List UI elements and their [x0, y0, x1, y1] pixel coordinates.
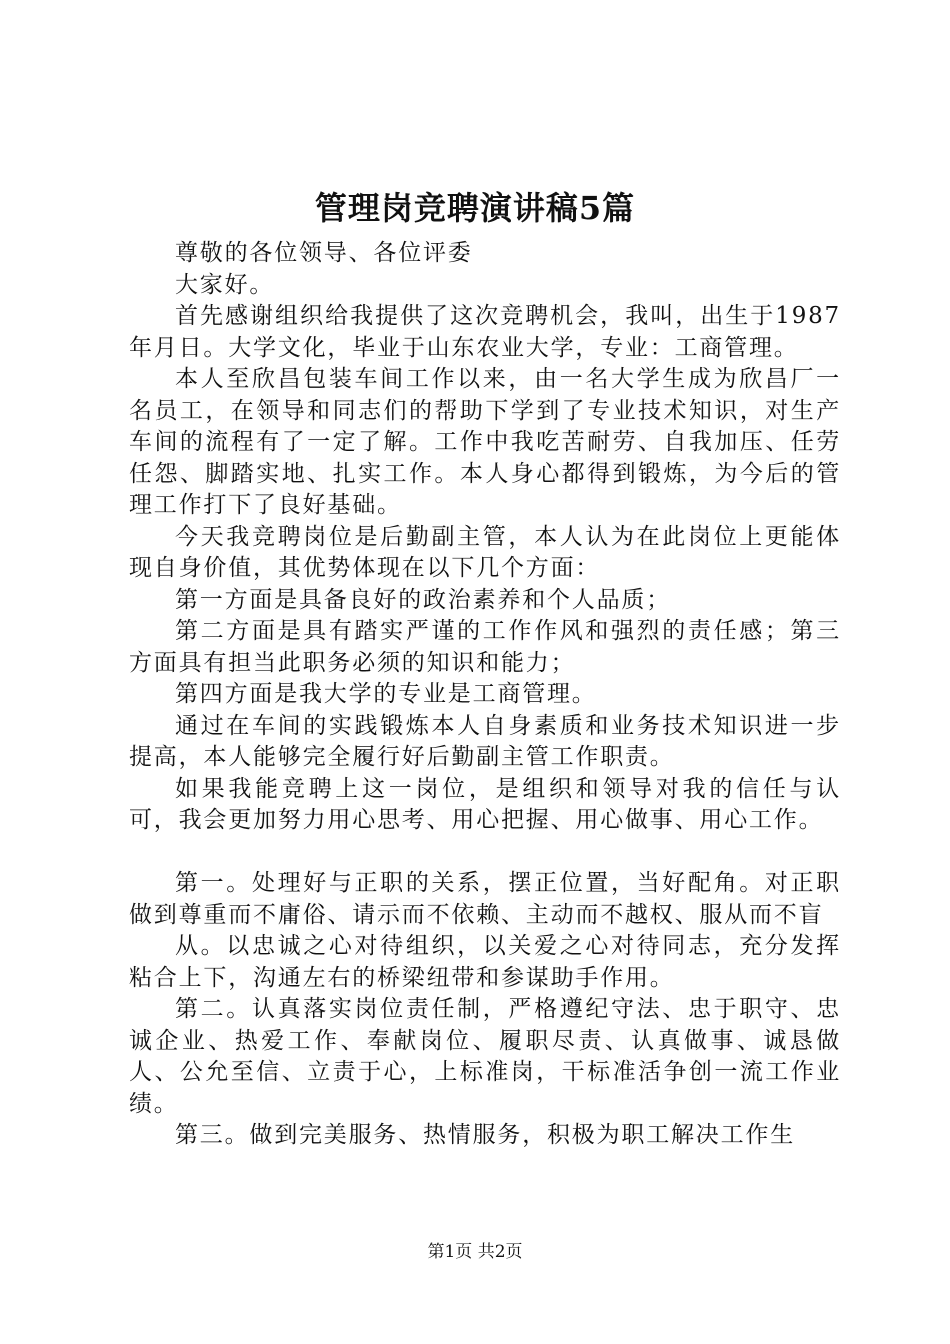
- paragraph: 本人至欣昌包装车间工作以来，由一名大学生成为欣昌厂一名员工，在领导和同志们的帮助下学到了专业技术知识，对生产车间的流程有了一定了解。工作中我吃苦耐劳、自我加压、任劳任怨、脚踏实地、扎实工作。本人身心都得到锻炼，为今后的管理工作打下了良好基础。: [129, 366, 841, 518]
- paragraph: 从。以忠诚之心对待组织，以关爱之心对待同志，充分发挥粘合上下，沟通左右的桥梁纽带和参谋助手作用。: [129, 933, 841, 991]
- document-body: [129, 238, 841, 1152]
- paragraph: 第一。处理好与正职的关系，摆正位置，当好配角。对正职做到尊重而不庸俗、请示而不依赖、主动而不越权、服从而不盲: [129, 870, 841, 928]
- paragraph: 第四方面是我大学的专业是工商管理。: [175, 681, 597, 707]
- blank-line: [129, 837, 841, 869]
- paragraph: 通过在车间的实践锻炼本人自身素质和业务技术知识进一步提高，本人能够完全履行好后勤副主管工作职责。: [129, 712, 841, 770]
- paragraph: 尊敬的各位领导、各位评委: [175, 240, 473, 266]
- page-number-footer: 第1页 共2页: [427, 1242, 523, 1262]
- paragraph: 今天我竞聘岗位是后勤副主管，本人认为在此岗位上更能体现自身价值，其优势体现在以下几个方面：: [129, 523, 841, 581]
- paragraph: 首先感谢组织给我提供了这次竞聘机会，我叫，出生于1987年月日。大学文化，毕业于山东农业大学，专业：工商管理。: [129, 303, 841, 361]
- paragraph: 第二。认真落实岗位责任制，严格遵纪守法、忠于职守、忠诚企业、热爱工作、奉献岗位、履职尽责、认真做事、诚恳做人、公允至信、立责于心，上标准岗，干标准活争创一流工作业绩。: [129, 996, 841, 1117]
- paragraph: 第一方面是具备良好的政治素养和个人品质；: [175, 586, 671, 613]
- paragraph: 第二方面是具有踏实严谨的工作作风和强烈的责任感；第三方面具有担当此职务必须的知识和能力；: [129, 618, 841, 676]
- paragraph: 大家好。: [175, 271, 275, 298]
- paragraph: 如果我能竞聘上这一岗位，是组织和领导对我的信任与认可，我会更加努力用心思考、用心把握、用心做事、用心工作。: [129, 775, 841, 833]
- paragraph: 第三。做到完美服务、热情服务，积极为职工解决工作生: [175, 1122, 795, 1148]
- document-title: 管理岗竞聘演讲稿5篇: [314, 189, 636, 227]
